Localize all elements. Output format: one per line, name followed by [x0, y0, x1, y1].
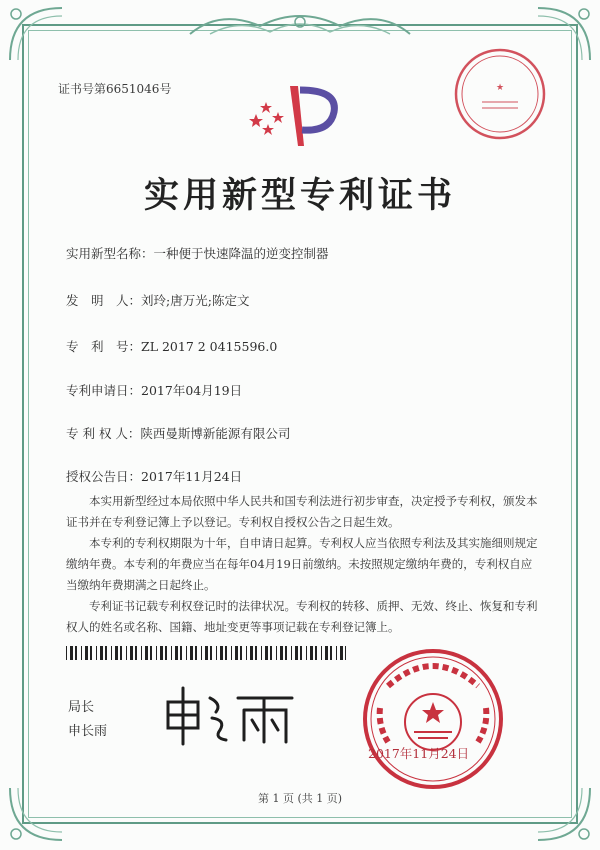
- body-paragraph: 本实用新型经过本局依照中华人民共和国专利法进行初步审查，决定授予专利权，颁发本证书并在专利登记簿上予以登记。专利权自授权公告之日起生效。: [66, 494, 538, 529]
- grant-date-field: [66, 467, 242, 485]
- barcode-icon: [66, 646, 346, 660]
- signer-name: 申长雨: [68, 724, 108, 739]
- certificate-number: 证书号第6651046号: [58, 82, 172, 96]
- field-label: 发 明 人：: [66, 293, 142, 308]
- field-label: 专 利 号：: [66, 339, 142, 354]
- patent-office-logo-icon: [242, 80, 352, 152]
- field-value: 2017年11月24日: [141, 469, 243, 484]
- patent-number-field: [66, 337, 277, 355]
- body-paragraph: 本专利的专利权期限为十年，自申请日起算。专利权人应当依照专利法及其实施细则规定缴纳年费。本专利的年费应当在每年04月19日前缴纳。未按照规定缴纳年费的，专利权自应当缴纳年费期满之日起终止。: [66, 536, 538, 592]
- field-value: 刘玲;唐万光;陈定文: [141, 293, 250, 308]
- body-paragraph: 专利证书记载专利权登记时的法律状况。专利权的转移、质押、无效、终止、恢复和专利权人的姓名或名称、国籍、地址变更等事项记载在专利登记簿上。: [66, 599, 538, 634]
- certificate-body: [66, 491, 538, 638]
- patentee-field: [66, 424, 290, 442]
- application-date-field: [66, 381, 242, 399]
- corner-ornament-icon: [528, 778, 598, 848]
- certificate-title: 实用新型专利证书: [143, 175, 456, 216]
- seal-date: 2017年11月24日: [368, 746, 470, 761]
- corner-ornament-icon: [2, 778, 72, 848]
- field-value: 2017年04月19日: [141, 383, 243, 398]
- utility-model-name-field: [66, 244, 329, 262]
- signer-title: 局长: [68, 700, 95, 715]
- svg-text:★: ★: [495, 83, 505, 93]
- field-label: 实用新型名称：: [66, 246, 154, 261]
- inventor-field: [66, 291, 249, 309]
- signature-icon: [160, 680, 300, 750]
- field-label: 授权公告日：: [66, 469, 142, 484]
- national-ip-office-seal-icon: [348, 646, 518, 792]
- field-value: 陕西曼斯博新能源有限公司: [140, 426, 291, 441]
- field-label: 专 利 权 人：: [66, 426, 141, 441]
- field-value: ZL 2017 2 0415596.0: [141, 339, 278, 354]
- field-value: 一种便于快速降温的逆变控制器: [153, 246, 329, 261]
- office-seal-icon: [452, 46, 548, 142]
- top-ornament-icon: [180, 4, 420, 44]
- field-label: 专利申请日：: [66, 383, 142, 398]
- corner-ornament-icon: [2, 0, 72, 70]
- page-footer: 第 1 页 (共 1 页): [257, 792, 343, 805]
